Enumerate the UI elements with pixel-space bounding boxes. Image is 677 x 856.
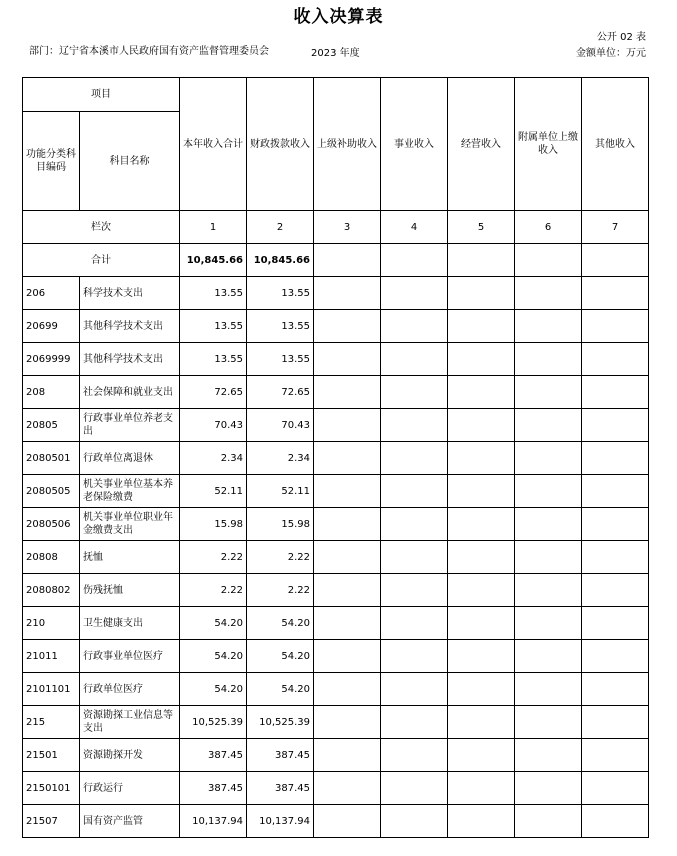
total-value: [314, 244, 381, 277]
row-value: 2.22: [247, 574, 314, 607]
row-value: 52.11: [247, 475, 314, 508]
row-value: [515, 739, 582, 772]
row-value: [515, 343, 582, 376]
row-code: 20699: [23, 310, 80, 343]
row-value: [448, 607, 515, 640]
row-value: [381, 739, 448, 772]
row-value: [314, 640, 381, 673]
row-value: [515, 277, 582, 310]
row-value: [381, 607, 448, 640]
row-value: 387.45: [180, 772, 247, 805]
row-value: [381, 376, 448, 409]
row-value: [314, 541, 381, 574]
table-row: [23, 805, 649, 838]
col-index: 1: [180, 211, 247, 244]
col-index-label: 栏次: [23, 211, 180, 244]
row-value: [515, 376, 582, 409]
row-value: [381, 343, 448, 376]
row-value: [381, 409, 448, 442]
row-value: [314, 343, 381, 376]
row-value: [515, 475, 582, 508]
row-code: 21507: [23, 805, 80, 838]
row-value: 15.98: [247, 508, 314, 541]
row-code: 2080506: [23, 508, 80, 541]
row-value: [515, 607, 582, 640]
row-value: [448, 541, 515, 574]
row-value: [515, 574, 582, 607]
row-code: 2080505: [23, 475, 80, 508]
total-value: 10,845.66: [180, 244, 247, 277]
row-code: 2150101: [23, 772, 80, 805]
total-value: [448, 244, 515, 277]
table-row: [23, 640, 649, 673]
row-value: 10,137.94: [180, 805, 247, 838]
row-value: [448, 739, 515, 772]
row-value: 13.55: [180, 277, 247, 310]
row-value: [515, 442, 582, 475]
row-subject-name: 国有资产监管: [80, 805, 180, 838]
table-row: [23, 772, 649, 805]
total-value: [582, 244, 649, 277]
table-row: [23, 343, 649, 376]
table-row: [23, 409, 649, 442]
row-value: [448, 508, 515, 541]
row-code: 2069999: [23, 343, 80, 376]
row-subject-name: 资源勘探工业信息等支出: [80, 706, 180, 739]
row-subject-name: 行政事业单位养老支出: [80, 409, 180, 442]
row-value: [314, 607, 381, 640]
row-code: 2080802: [23, 574, 80, 607]
row-subject-name: 其他科学技术支出: [80, 343, 180, 376]
table-row: [23, 706, 649, 739]
row-value: 70.43: [180, 409, 247, 442]
row-subject-name: 行政单位医疗: [80, 673, 180, 706]
row-value: [448, 640, 515, 673]
row-value: 10,525.39: [247, 706, 314, 739]
row-value: [448, 310, 515, 343]
row-value: [448, 376, 515, 409]
row-value: [448, 805, 515, 838]
row-subject-name: 卫生健康支出: [80, 607, 180, 640]
table-row: [23, 673, 649, 706]
header-col-operating: 经营收入: [448, 78, 515, 211]
row-value: [381, 805, 448, 838]
table-row: [23, 739, 649, 772]
row-value: [582, 508, 649, 541]
row-value: [448, 772, 515, 805]
row-value: 2.34: [247, 442, 314, 475]
row-code: 208: [23, 376, 80, 409]
row-value: [381, 310, 448, 343]
header-col-total: 本年收入合计: [180, 78, 247, 211]
row-value: [314, 805, 381, 838]
row-value: [582, 475, 649, 508]
row-value: 387.45: [247, 772, 314, 805]
row-value: [448, 343, 515, 376]
row-value: [381, 574, 448, 607]
row-value: 54.20: [180, 673, 247, 706]
row-value: [381, 772, 448, 805]
row-value: [448, 673, 515, 706]
row-value: [515, 640, 582, 673]
row-value: [582, 739, 649, 772]
row-value: 52.11: [180, 475, 247, 508]
row-value: [515, 409, 582, 442]
row-value: 72.65: [247, 376, 314, 409]
row-value: [314, 277, 381, 310]
row-value: [314, 673, 381, 706]
row-subject-name: 科学技术支出: [80, 277, 180, 310]
income-table: [22, 77, 649, 838]
table-row: [23, 442, 649, 475]
row-value: [381, 640, 448, 673]
row-code: 20808: [23, 541, 80, 574]
row-value: 387.45: [247, 739, 314, 772]
row-value: 2.22: [180, 574, 247, 607]
row-value: 54.20: [180, 607, 247, 640]
row-value: [582, 376, 649, 409]
row-subject-name: 伤残抚恤: [80, 574, 180, 607]
table-row: [23, 574, 649, 607]
row-value: [314, 706, 381, 739]
row-value: [582, 574, 649, 607]
row-value: [314, 409, 381, 442]
row-value: 13.55: [247, 277, 314, 310]
row-value: 10,525.39: [180, 706, 247, 739]
row-value: 13.55: [247, 310, 314, 343]
row-value: 72.65: [180, 376, 247, 409]
row-value: [448, 442, 515, 475]
row-value: [582, 343, 649, 376]
col-index: 6: [515, 211, 582, 244]
row-value: [448, 277, 515, 310]
row-value: [515, 541, 582, 574]
row-subject-name: 机关事业单位基本养老保险缴费: [80, 475, 180, 508]
table-row: [23, 475, 649, 508]
header-col-affiliate: 附属单位上缴收入: [515, 78, 582, 211]
row-value: [381, 508, 448, 541]
row-value: [582, 805, 649, 838]
col-index: 7: [582, 211, 649, 244]
row-value: 10,137.94: [247, 805, 314, 838]
total-value: 10,845.66: [247, 244, 314, 277]
header-col-other: 其他收入: [582, 78, 649, 211]
row-value: 387.45: [180, 739, 247, 772]
department-label: 部门：辽宁省本溪市人民政府国有资产监督管理委员会: [29, 46, 269, 57]
form-code: 公开 02 表: [596, 32, 646, 43]
header-subject-name: 科目名称: [80, 112, 180, 211]
col-index: 3: [314, 211, 381, 244]
row-value: [582, 772, 649, 805]
row-subject-name: 行政单位离退休: [80, 442, 180, 475]
header-col-business: 事业收入: [381, 78, 448, 211]
row-value: [314, 475, 381, 508]
table-row: [23, 508, 649, 541]
row-value: [448, 706, 515, 739]
table-row: [23, 541, 649, 574]
col-index: 5: [448, 211, 515, 244]
total-value: [515, 244, 582, 277]
row-subject-name: 资源勘探开发: [80, 739, 180, 772]
row-value: [381, 475, 448, 508]
row-code: 21501: [23, 739, 80, 772]
row-value: [314, 739, 381, 772]
row-value: [381, 277, 448, 310]
row-subject-name: 抚恤: [80, 541, 180, 574]
row-value: [515, 772, 582, 805]
row-value: [314, 508, 381, 541]
row-value: [515, 508, 582, 541]
table-row: [23, 310, 649, 343]
row-code: 20805: [23, 409, 80, 442]
row-value: [314, 772, 381, 805]
row-value: [314, 310, 381, 343]
header-func-code: 功能分类科目编码: [23, 112, 80, 211]
row-value: [381, 706, 448, 739]
row-subject-name: 社会保障和就业支出: [80, 376, 180, 409]
row-value: [582, 541, 649, 574]
row-value: 54.20: [247, 640, 314, 673]
row-subject-name: 行政事业单位医疗: [80, 640, 180, 673]
row-value: 54.20: [247, 673, 314, 706]
row-value: [448, 475, 515, 508]
row-value: 2.34: [180, 442, 247, 475]
row-value: 13.55: [180, 310, 247, 343]
header-col-fiscal: 财政拨款收入: [247, 78, 314, 211]
row-value: [582, 409, 649, 442]
table-row: [23, 277, 649, 310]
fiscal-year: 2023 年度: [311, 48, 360, 59]
report-title: 收入决算表: [293, 7, 384, 27]
row-code: 21011: [23, 640, 80, 673]
row-value: [515, 805, 582, 838]
amount-unit: 金额单位：万元: [576, 48, 646, 59]
header-col-superior: 上级补助收入: [314, 78, 381, 211]
row-value: [582, 277, 649, 310]
row-subject-name: 行政运行: [80, 772, 180, 805]
row-value: [582, 673, 649, 706]
row-value: [515, 673, 582, 706]
row-value: 54.20: [180, 640, 247, 673]
row-value: [448, 574, 515, 607]
row-value: [582, 706, 649, 739]
row-value: [448, 409, 515, 442]
col-index: 2: [247, 211, 314, 244]
table-row: [23, 607, 649, 640]
row-value: [381, 442, 448, 475]
row-value: [582, 310, 649, 343]
col-index: 4: [381, 211, 448, 244]
row-value: [314, 442, 381, 475]
row-value: 2.22: [180, 541, 247, 574]
row-value: 2.22: [247, 541, 314, 574]
row-value: [314, 376, 381, 409]
row-value: [515, 706, 582, 739]
row-code: 2080501: [23, 442, 80, 475]
total-value: [381, 244, 448, 277]
row-value: [381, 673, 448, 706]
row-value: 13.55: [180, 343, 247, 376]
total-label: 合计: [23, 244, 180, 277]
row-value: [515, 310, 582, 343]
row-value: 70.43: [247, 409, 314, 442]
row-value: [582, 442, 649, 475]
row-value: [582, 640, 649, 673]
row-value: 15.98: [180, 508, 247, 541]
row-code: 206: [23, 277, 80, 310]
table-row: [23, 376, 649, 409]
row-value: 13.55: [247, 343, 314, 376]
row-code: 210: [23, 607, 80, 640]
row-subject-name: 机关事业单位职业年金缴费支出: [80, 508, 180, 541]
row-value: [381, 541, 448, 574]
header-item: 项目: [23, 78, 180, 112]
row-code: 2101101: [23, 673, 80, 706]
row-value: [314, 574, 381, 607]
row-value: [582, 607, 649, 640]
row-value: 54.20: [247, 607, 314, 640]
row-code: 215: [23, 706, 80, 739]
row-subject-name: 其他科学技术支出: [80, 310, 180, 343]
